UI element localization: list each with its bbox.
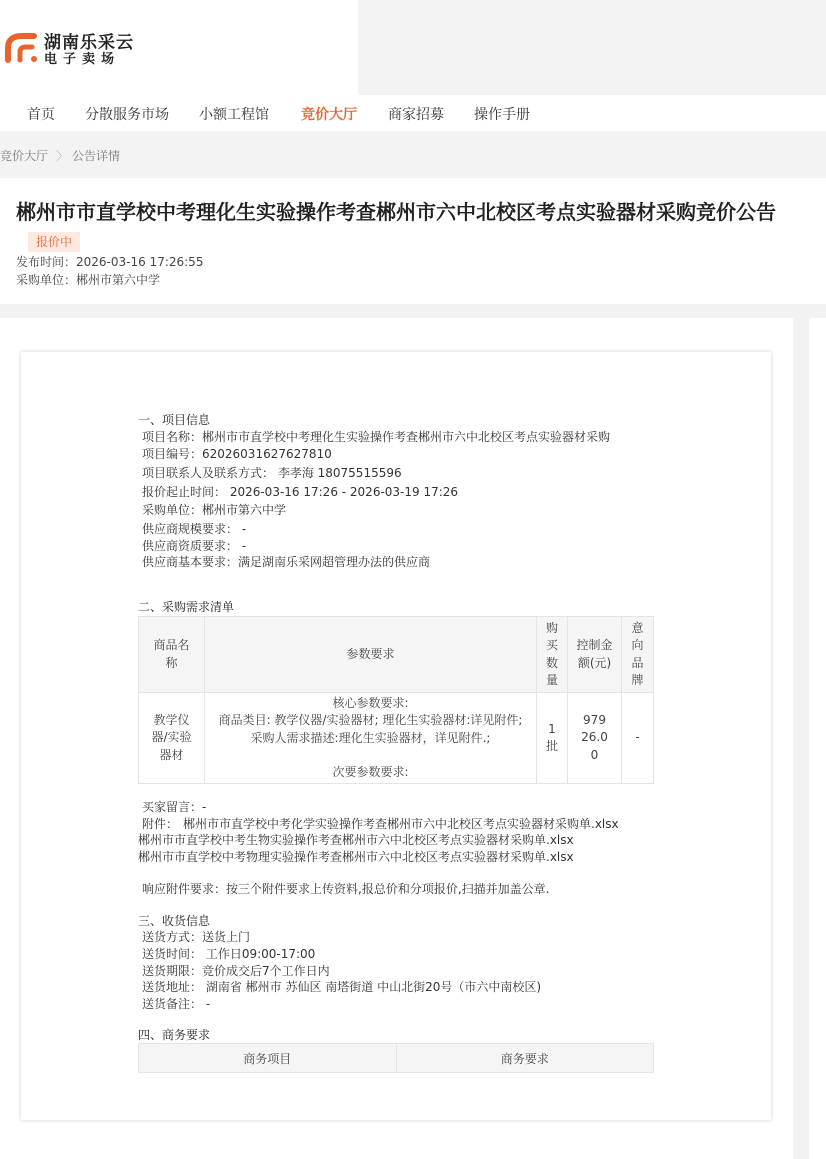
cell-params: 核心参数要求: 商品类目: 教学仪器/实验器材; 理化生实验器材:详见附件; 采购人需求描述:理化生实验器材，详见附件.; 次要参数要求:	[205, 693, 537, 784]
table-header-row	[139, 617, 654, 693]
supplier-basic-req: 供应商基本要求：满足湖南乐采网超管理办法的供应商	[142, 555, 431, 569]
col-header-brand: 意向品牌	[622, 617, 654, 693]
attachment-link[interactable]: 郴州市市直学校中考生物实验操作考查郴州市六中北校区考点实验器材采购单.xlsx	[138, 833, 574, 847]
delivery-period: 送货期限：竞价成交后7个工作日内	[142, 964, 330, 978]
project-code: 项目编号：62026031627627810	[142, 447, 332, 461]
response-attachment-req: 响应附件要求：按三个附件要求上传资料,报总价和分项报价,扫描并加盖公章.	[142, 882, 550, 896]
section-project-info-heading: 一、项目信息	[138, 413, 211, 427]
attachment-link[interactable]: 郴州市市直学校中考化学实验操作考查郴州市六中北校区考点实验器材采购单.xlsx	[183, 817, 619, 831]
purchase-unit: 采购单位：郴州市第六中学	[142, 503, 287, 517]
nav-small-engineering[interactable]: 小额工程馆	[199, 107, 269, 123]
col-header-business-req: 商务要求	[396, 1044, 654, 1073]
cell-amount: 97926.00	[568, 693, 622, 784]
nav-bidding-hall[interactable]: 竞价大厅	[301, 107, 357, 123]
project-contact: 项目联系人及联系方式： 李孝海 18075515596	[142, 466, 402, 480]
section-delivery-heading: 三、收货信息	[138, 914, 211, 928]
breadcrumb-separator-icon: 〉	[56, 149, 69, 163]
quote-period: 报价起止时间： 2026-03-16 17:26 - 2026-03-19 17:26	[142, 485, 459, 499]
buyer-message: 买家留言：-	[142, 800, 207, 814]
breadcrumb-current: 公告详情	[72, 149, 121, 163]
project-name: 项目名称：郴州市市直学校中考理化生实验操作考查郴州市六中北校区考点实验器材采购	[142, 430, 611, 444]
col-header-qty: 购买数量	[537, 617, 568, 693]
side-panel	[809, 318, 826, 1159]
logo-text-main: 湖南乐采云	[44, 33, 134, 53]
nav-service-market[interactable]: 分散服务市场	[85, 107, 169, 123]
delivery-address: 送货地址： 湖南省 郴州市 苏仙区 南塔街道 中山北街20号（市六中南校区)	[142, 980, 542, 994]
breadcrumb	[0, 131, 826, 178]
logo-text-sub: 电子卖场	[44, 52, 121, 67]
business-table	[138, 1043, 654, 1073]
site-logo[interactable]	[4, 26, 144, 70]
section-requirements-heading: 二、采购需求清单	[138, 600, 235, 614]
cell-qty: 1批	[537, 693, 568, 784]
supplier-qual-req: 供应商资质要求： -	[142, 539, 247, 553]
header-banner-area	[358, 0, 826, 95]
delivery-method: 送货方式：送货上门	[142, 930, 251, 944]
nav-merchant-recruit[interactable]: 商家招募	[388, 107, 444, 123]
delivery-remark: 送货备注： -	[142, 997, 211, 1011]
delivery-time: 送货时间： 工作日09:00-17:00	[142, 947, 316, 961]
logo-icon	[4, 30, 40, 64]
publish-time: 发布时间：2026-03-16 17:26:55	[16, 255, 204, 269]
col-header-name: 商品名称	[139, 617, 205, 693]
attachments-label: 附件：	[142, 817, 179, 831]
col-header-amount: 控制金额(元)	[568, 617, 622, 693]
status-badge: 报价中	[28, 232, 80, 252]
page-title	[16, 198, 776, 256]
cell-brand: -	[622, 693, 654, 784]
attachment-link[interactable]: 郴州市市直学校中考物理实验操作考查郴州市六中北校区考点实验器材采购单.xlsx	[138, 850, 574, 864]
requirements-table	[138, 616, 654, 784]
table-header-row	[139, 1044, 654, 1073]
table-row	[139, 693, 654, 784]
section-business-heading: 四、商务要求	[138, 1028, 211, 1042]
page-title-text: 郴州市市直学校中考理化生实验操作考查郴州市六中北校区考点实验器材采购竞价公告	[16, 200, 776, 224]
col-header-params: 参数要求	[205, 617, 537, 693]
supplier-scale-req: 供应商规模要求： -	[142, 522, 247, 536]
nav-manual[interactable]: 操作手册	[474, 107, 530, 123]
cell-item-name: 教学仪器/实验器材	[139, 693, 205, 784]
breadcrumb-parent[interactable]: 竞价大厅	[0, 149, 49, 163]
col-header-business-item: 商务项目	[139, 1044, 397, 1073]
main-nav	[0, 95, 826, 131]
purchaser-unit: 采购单位：郴州市第六中学	[16, 273, 161, 287]
announcement-header	[0, 178, 826, 304]
nav-home[interactable]: 首页	[27, 107, 55, 123]
top-bar	[0, 0, 826, 95]
